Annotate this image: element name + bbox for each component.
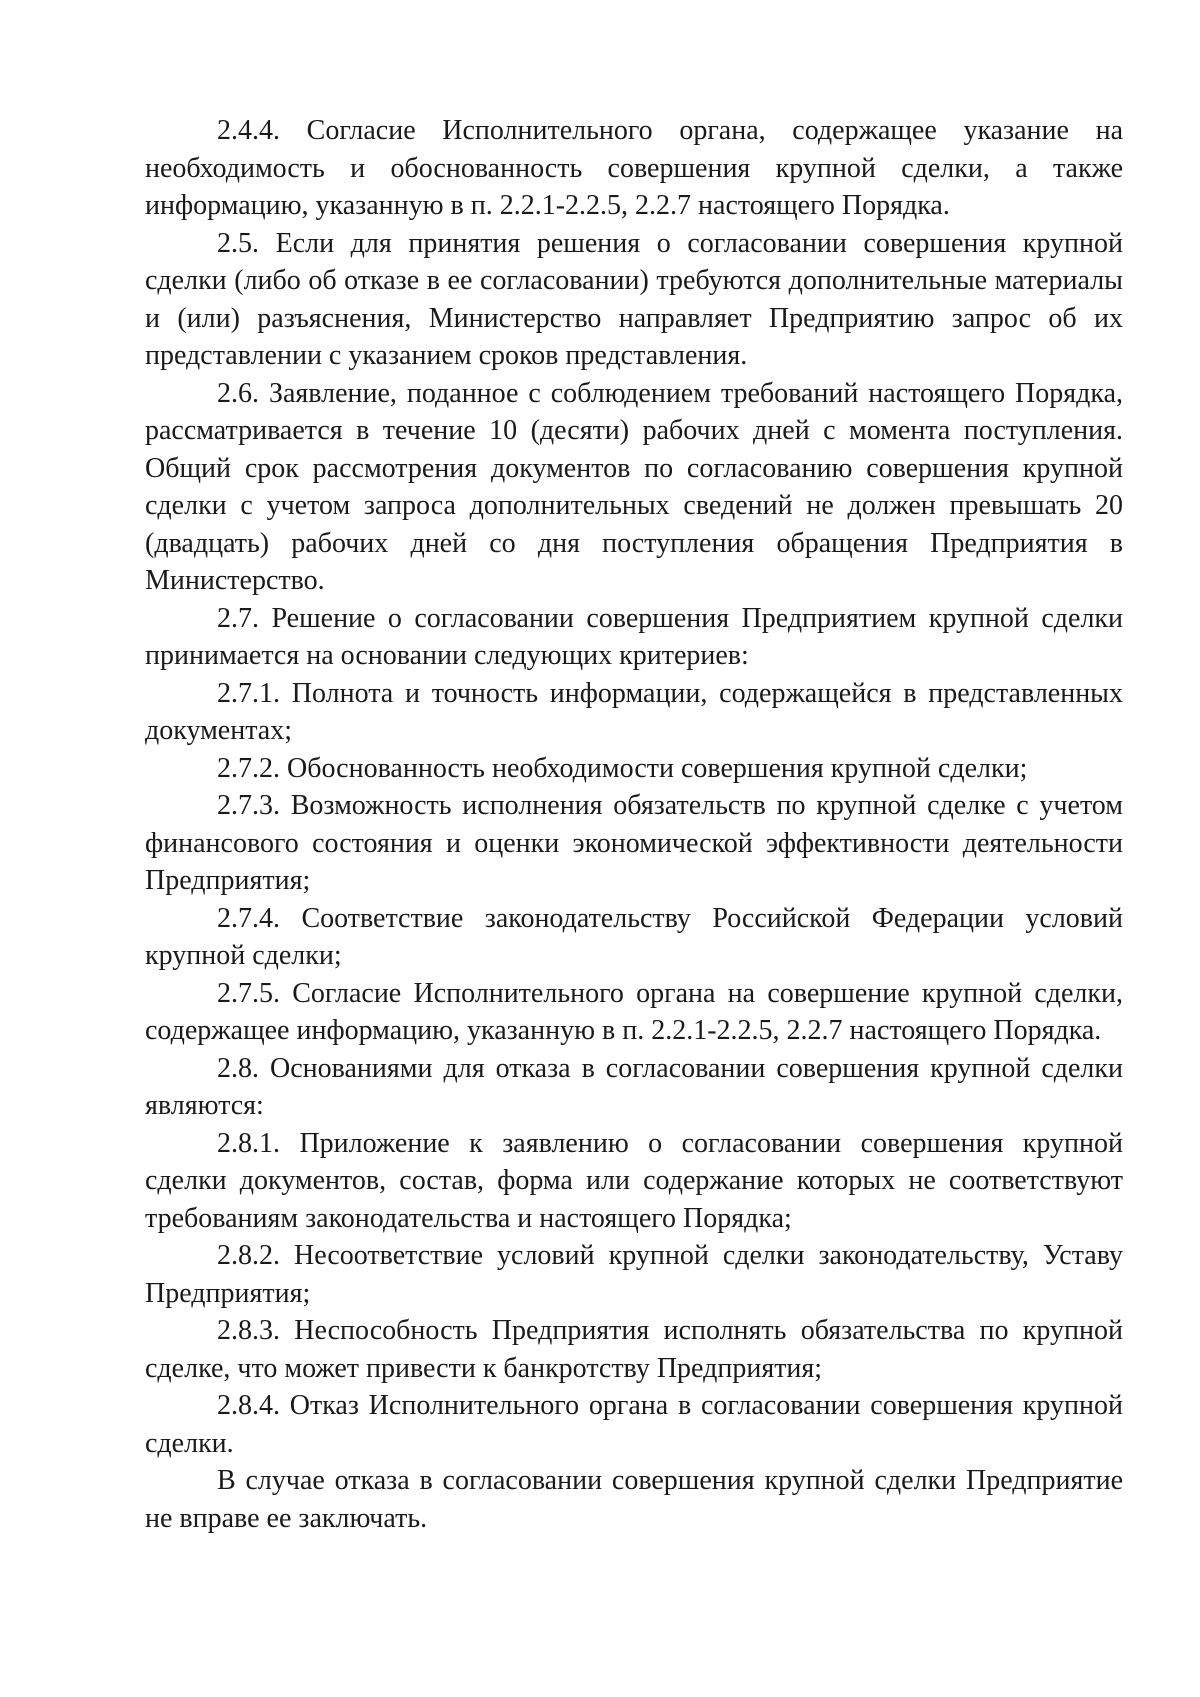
paragraph-number: 2.4.4. [217,115,280,146]
paragraph-2-7-3 [145,787,1123,900]
paragraph-2-5 [145,225,1123,375]
paragraph-2-8-2 [145,1237,1123,1312]
paragraph-2-8-1 [145,1125,1123,1238]
paragraph-number: 2.7.1. [217,677,280,709]
paragraph-text: Неспособность Предприятия исполнять обязательства по крупной сделке, что может привести к банкротству Предприятия; [145,1315,1123,1384]
paragraph-text: Основаниями для отказа в согласовании совершения крупной сделки являются: [145,1052,1123,1121]
paragraph-number: 2.8.1. [217,1127,280,1159]
paragraph-2-6 [145,375,1123,600]
document-body [145,112,1123,1537]
paragraph-number: 2.8. [217,1052,259,1084]
paragraph-closing [145,1462,1123,1537]
paragraph-2-7-2 [145,750,1123,788]
paragraph-text: Согласие Исполнительного органа на совершение крупной сделки, содержащее информацию, указанную в п. 2.2.1-2.2.5, 2.2.7 настоящего Порядка. [145,977,1123,1046]
paragraph-text: Обоснованность необходимости совершения крупной сделки; [287,752,1028,784]
paragraph-text: Согласие Исполнительного органа, содержащее указание на необходимость и обоснованность совершения крупной сделки, а также информацию, указанную в п. 2.2.1-2.2.5, 2.2.7 настоящего Порядка. [145,115,1123,221]
paragraph-2-8-3 [145,1312,1123,1387]
paragraph-number: 2.7.5. [217,977,280,1009]
paragraph-2-7-1 [145,675,1123,750]
paragraph-text: Несоответствие условий крупной сделки законодательству, Уставу Предприятия; [145,1240,1123,1309]
paragraph-text: В случае отказа в согласовании совершения крупной сделки Предприятие не вправе ее заключать. [145,1465,1123,1534]
paragraph-2-4-4 [145,112,1123,225]
paragraph-number: 2.8.4. [217,1390,280,1421]
paragraph-text: Полнота и точность информации, содержащейся в представленных документах; [145,677,1123,746]
paragraph-2-7 [145,600,1123,675]
paragraph-2-7-4 [145,900,1123,975]
paragraph-2-7-5 [145,975,1123,1050]
paragraph-text: Возможность исполнения обязательств по крупной сделке с учетом финансового состояния и оценки экономической эффективности деятельности Предприятия; [145,790,1123,896]
paragraph-text: Если для принятия решения о согласовании совершения крупной сделки (либо об отказе в ее согласовании) требуются дополнительные материалы и (или) разъяснения, Министерство направляет Предприятию запрос об их представлении с указанием сроков представления. [145,227,1123,371]
paragraph-2-8-4 [145,1387,1123,1462]
paragraph-text: Отказ Исполнительного органа в согласовании совершения крупной сделки. [145,1390,1123,1459]
paragraph-text: Решение о согласовании совершения Предприятием крупной сделки принимается на основании следующих критериев: [145,602,1124,671]
paragraph-number: 2.7.2. [217,752,280,784]
paragraph-text: Приложение к заявлению о согласовании совершения крупной сделки документов, состав, форма или содержание которых не соответствуют требованиям законодательства и настоящего Порядка; [145,1127,1123,1234]
paragraph-number: 2.7. [217,602,259,634]
paragraph-number: 2.6. [217,377,259,409]
paragraph-number: 2.8.3. [217,1315,280,1346]
paragraph-text: Заявление, поданное с соблюдением требований настоящего Порядка, рассматривается в течение 10 (десяти) рабочих дней с момента поступления. Общий срок рассмотрения документов по согласованию совершения крупной сделки с учетом запроса дополнительных сведений не должен превышать 20 (двадцать) рабочих дней со дня поступления обращения Предприятия в Министерство. [145,377,1124,596]
paragraph-number: 2.7.4. [217,902,280,934]
paragraph-number: 2.7.3. [217,790,280,821]
paragraph-text: Соответствие законодательству Российской Федерации условий крупной сделки; [145,902,1123,971]
paragraph-2-8 [145,1050,1123,1125]
paragraph-number: 2.5. [217,227,259,259]
paragraph-number: 2.8.2. [217,1240,280,1271]
